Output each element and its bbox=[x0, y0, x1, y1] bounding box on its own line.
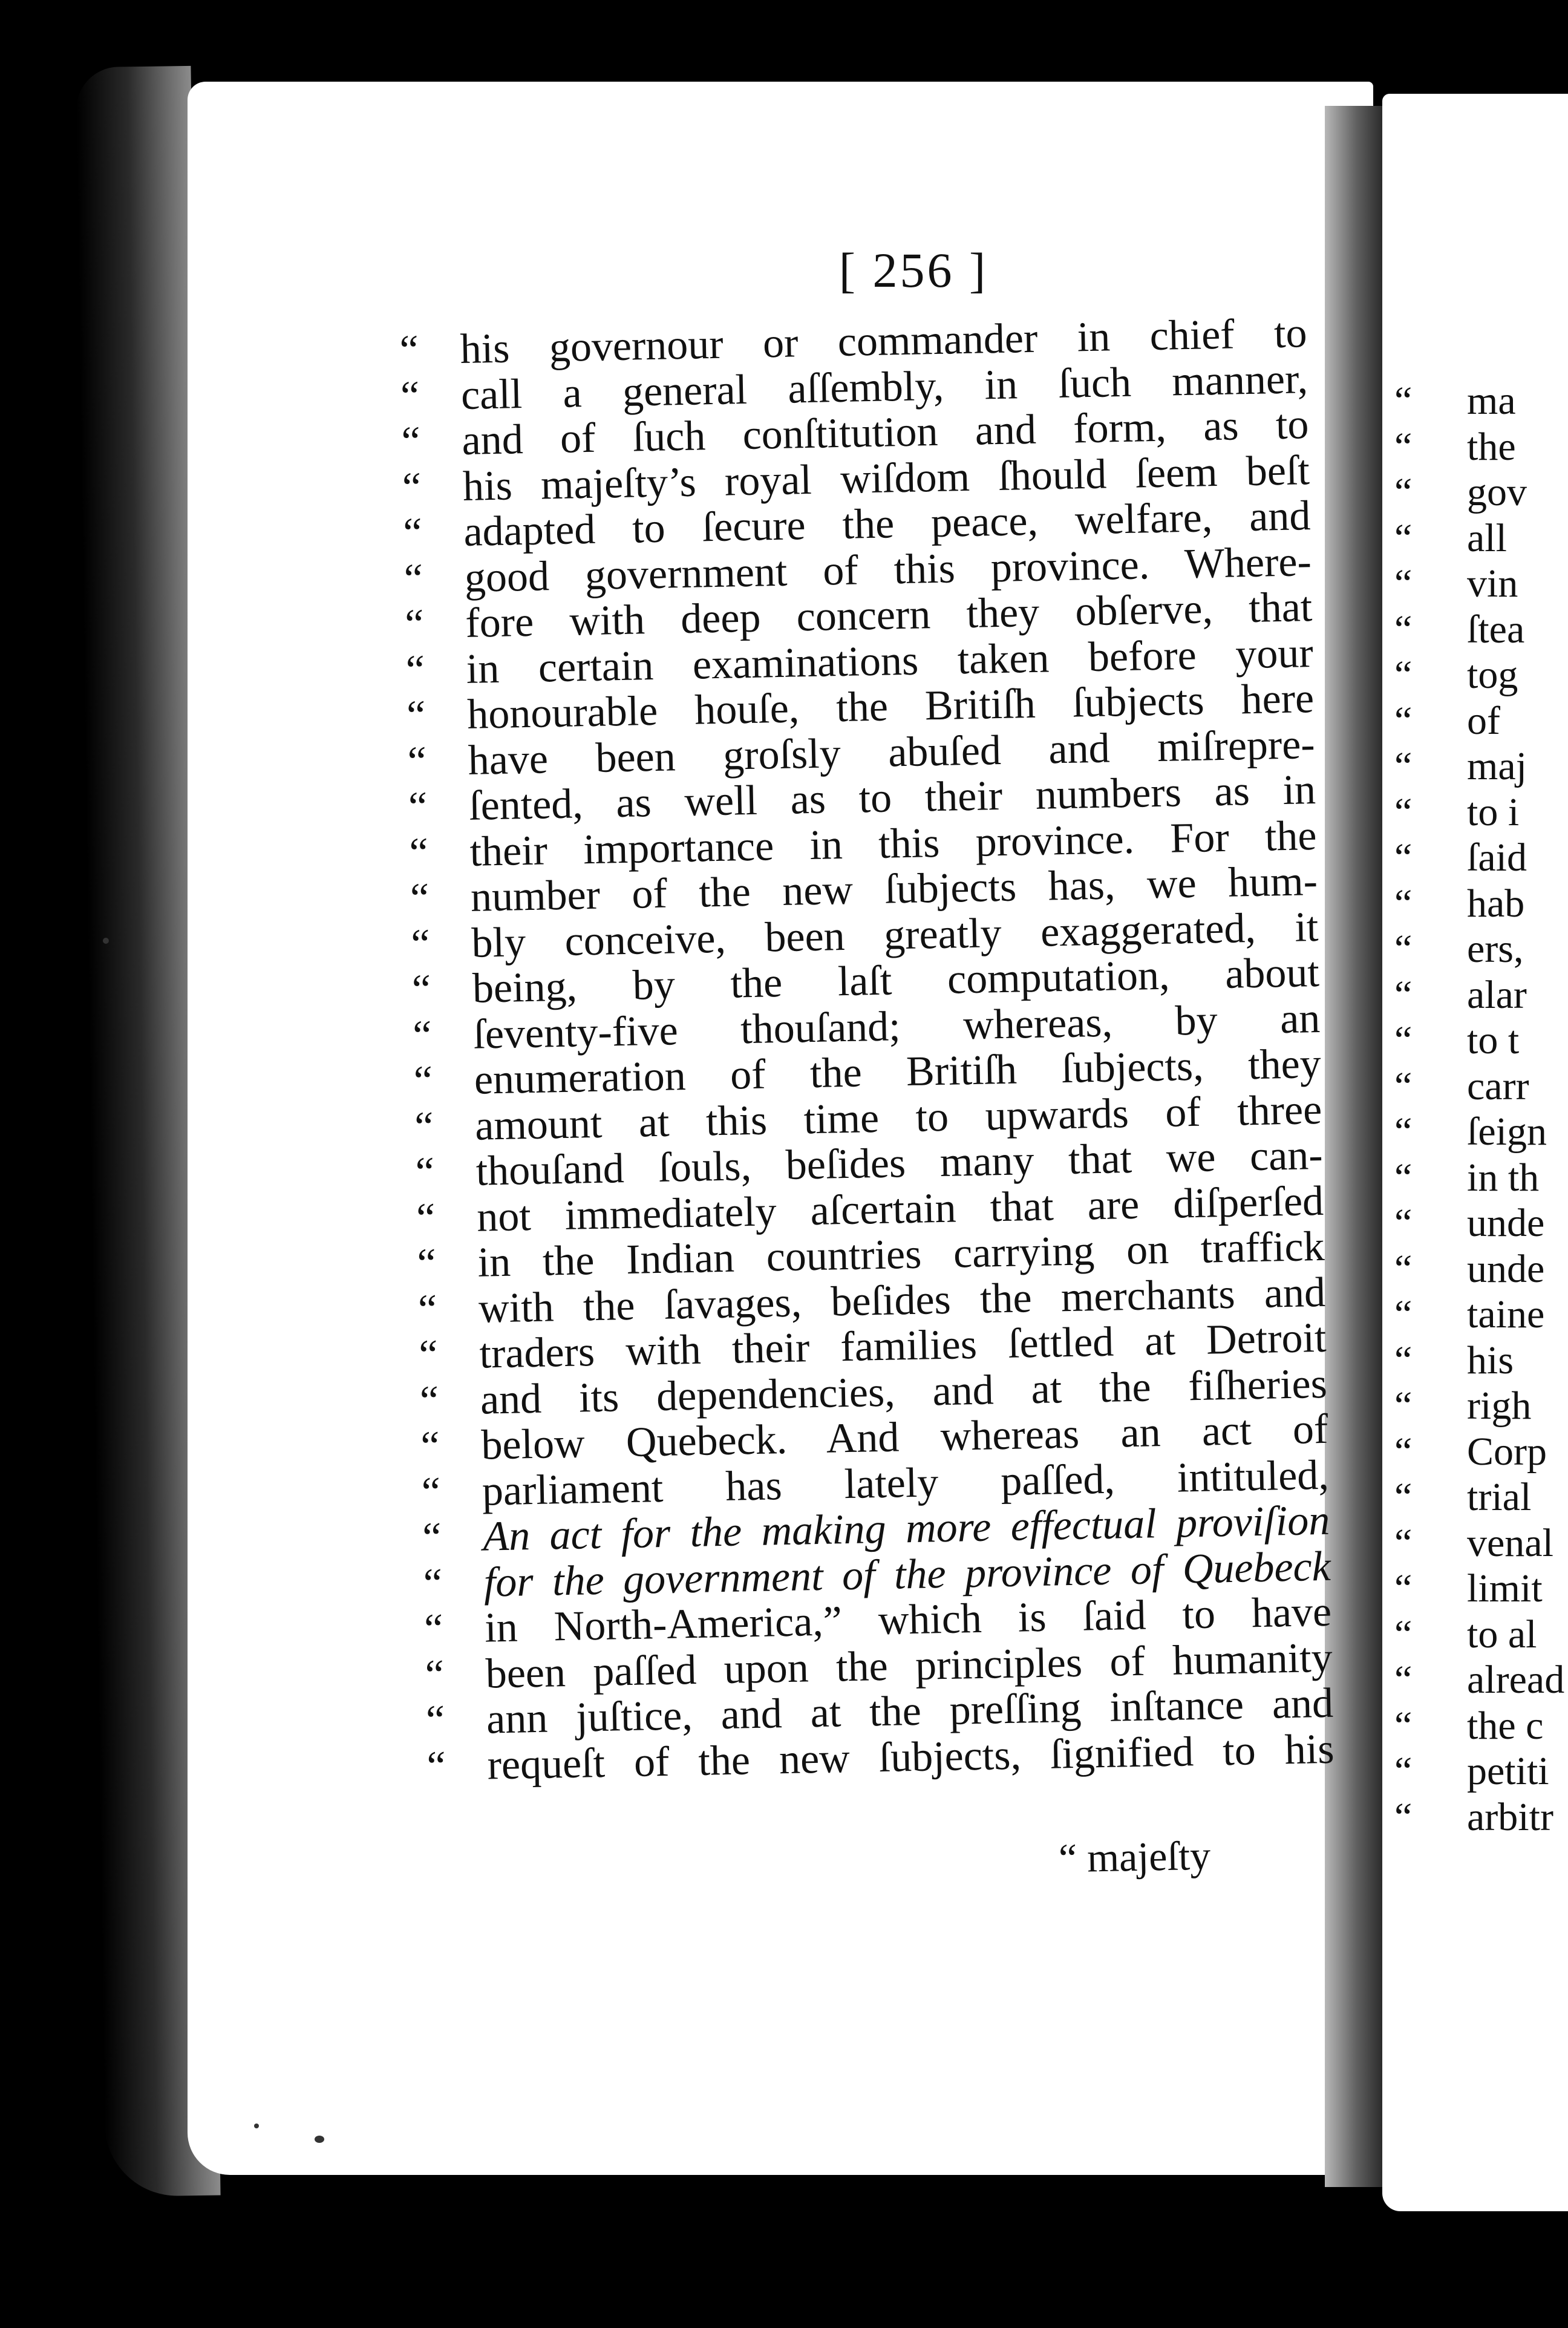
facing-text-fragment: unde bbox=[1467, 1246, 1545, 1291]
facing-text-fragment: to t bbox=[1467, 1018, 1520, 1062]
facing-text-fragment: limit bbox=[1467, 1566, 1543, 1610]
facing-text-fragment: ers, bbox=[1467, 927, 1524, 971]
quote-mark: “ bbox=[1394, 1292, 1413, 1336]
facing-text-fragment: ſeign bbox=[1467, 1110, 1547, 1154]
facing-text-line bbox=[1394, 1292, 1568, 1338]
facing-text-fragment: his bbox=[1467, 1338, 1514, 1382]
facing-text-line bbox=[1394, 652, 1568, 698]
text-line-content: parliament has lately paſſed, intituled, bbox=[482, 1451, 1330, 1515]
text-line-content: good government of this province. Where- bbox=[464, 538, 1312, 601]
facing-text-line bbox=[1394, 881, 1568, 927]
quote-mark: “ bbox=[411, 966, 431, 1013]
quote-mark: “ bbox=[1394, 1064, 1413, 1108]
facing-text-line bbox=[1394, 1383, 1568, 1429]
text-line-content: and of ſuch conſtitution and form, as to bbox=[461, 401, 1310, 464]
facing-text-line bbox=[1394, 1064, 1568, 1110]
ink-speck bbox=[315, 2136, 324, 2143]
quote-mark: “ bbox=[416, 1240, 437, 1287]
ink-speck bbox=[254, 2124, 259, 2128]
quote-mark: “ bbox=[422, 1514, 442, 1561]
main-text-column bbox=[399, 310, 1335, 1790]
facing-text-fragment: ma bbox=[1467, 379, 1516, 423]
facing-text-line bbox=[1394, 1520, 1568, 1566]
quote-mark: “ bbox=[400, 418, 421, 465]
facing-text-line bbox=[1394, 515, 1568, 561]
facing-text-fragment: maj bbox=[1467, 744, 1527, 788]
facing-text-line bbox=[1394, 607, 1568, 653]
facing-text-fragment: the c bbox=[1467, 1703, 1544, 1748]
facing-text-fragment: righ bbox=[1467, 1384, 1532, 1428]
facing-text-line bbox=[1394, 1246, 1568, 1292]
text-line-content: below Quebeck. And whereas an act of bbox=[480, 1405, 1328, 1469]
facing-text-line bbox=[1394, 1200, 1568, 1246]
quote-mark: “ bbox=[410, 920, 431, 968]
text-line-content: in the Indian countries carrying on traffick bbox=[477, 1223, 1325, 1286]
quote-mark: “ bbox=[1394, 1246, 1413, 1291]
ink-speck bbox=[103, 938, 109, 944]
facing-text-fragment: the bbox=[1467, 424, 1516, 469]
text-line-content: have been groſsly abuſed and miſrepre- bbox=[468, 721, 1316, 784]
facing-text-fragment: taine bbox=[1467, 1292, 1545, 1336]
quote-mark: “ bbox=[419, 1377, 439, 1425]
quote-mark: “ bbox=[1394, 1201, 1413, 1245]
facing-text-line bbox=[1394, 1748, 1568, 1794]
quote-mark: “ bbox=[410, 875, 430, 922]
facing-text-line bbox=[1394, 835, 1568, 881]
text-line-content: An act for the making more effectual proviſion bbox=[482, 1497, 1330, 1560]
quote-mark: “ bbox=[413, 1058, 433, 1105]
facing-text-fragment: petiti bbox=[1467, 1749, 1549, 1793]
quote-mark: “ bbox=[1394, 1794, 1413, 1839]
facing-text-fragment: in th bbox=[1467, 1155, 1540, 1200]
quote-mark: “ bbox=[1394, 470, 1413, 514]
text-line-content: for the government of the province of Quebeck bbox=[483, 1543, 1331, 1606]
facing-text-fragment: arbitr bbox=[1467, 1794, 1553, 1839]
facing-text-line bbox=[1394, 1018, 1568, 1064]
quote-mark: “ bbox=[408, 829, 429, 877]
quote-mark: “ bbox=[1394, 1566, 1413, 1610]
text-line-content: thouſand ſouls, beſides many that we can- bbox=[475, 1131, 1324, 1195]
facing-text-line bbox=[1394, 378, 1568, 424]
quote-mark: “ bbox=[1394, 653, 1413, 697]
quote-mark: “ bbox=[1394, 379, 1413, 423]
quote-mark: “ bbox=[1394, 927, 1413, 971]
facing-text-fragment: hab bbox=[1467, 881, 1525, 926]
facing-text-line bbox=[1394, 561, 1568, 607]
quote-mark: “ bbox=[1394, 1703, 1413, 1748]
facing-text-line bbox=[1394, 424, 1568, 470]
quote-mark: “ bbox=[403, 555, 423, 603]
quote-mark: “ bbox=[1394, 835, 1413, 880]
quote-mark: “ bbox=[1394, 698, 1413, 743]
quote-mark: “ bbox=[1394, 607, 1413, 652]
facing-text-fragment: venal bbox=[1467, 1520, 1553, 1565]
quote-mark: “ bbox=[405, 646, 425, 694]
text-line-content: their importance in this province. For the bbox=[469, 812, 1318, 875]
facing-text-line bbox=[1394, 1109, 1568, 1155]
facing-text-fragment: to i bbox=[1467, 790, 1520, 834]
facing-text-line bbox=[1394, 1429, 1568, 1475]
text-line-content: being, by the laſt computation, about bbox=[472, 949, 1320, 1012]
quote-mark: “ bbox=[1394, 1749, 1413, 1793]
quote-mark: “ bbox=[402, 509, 423, 557]
text-line-content: fore with deep concern they obſerve, that bbox=[465, 584, 1313, 647]
quote-mark: “ bbox=[1394, 972, 1413, 1017]
text-line-content: in certain examinations taken before your bbox=[466, 629, 1314, 693]
text-line-content: ſented, as well as to their numbers as in bbox=[468, 766, 1316, 829]
quote-mark: “ bbox=[412, 1012, 433, 1059]
facing-text-line bbox=[1394, 1338, 1568, 1384]
text-line-content: his governour or commander in chief to bbox=[459, 310, 1308, 373]
facing-text-line bbox=[1394, 1703, 1568, 1749]
facing-text-fragment: to al bbox=[1467, 1612, 1537, 1656]
text-line-content: with the ſavages, beſides the merchants and bbox=[478, 1269, 1326, 1332]
facing-text-fragment: alread bbox=[1467, 1658, 1565, 1702]
right-page-partial bbox=[1382, 94, 1568, 2211]
facing-text-fragment: carr bbox=[1467, 1064, 1529, 1108]
quote-mark: “ bbox=[399, 327, 419, 374]
quote-mark: “ bbox=[418, 1332, 439, 1379]
quote-mark: “ bbox=[1394, 1018, 1413, 1062]
facing-text-line bbox=[1394, 1474, 1568, 1520]
facing-text-fragment: ſtea bbox=[1467, 607, 1525, 652]
quote-mark: “ bbox=[1394, 881, 1413, 926]
quote-mark: “ bbox=[1394, 790, 1413, 834]
quote-mark: “ bbox=[426, 1742, 446, 1790]
quote-mark: “ bbox=[423, 1560, 443, 1607]
quote-mark: “ bbox=[1394, 744, 1413, 788]
quote-mark: “ bbox=[1394, 1612, 1413, 1656]
quote-mark: “ bbox=[1394, 515, 1413, 560]
text-line-content: in North-America,” which is ſaid to have bbox=[484, 1588, 1332, 1652]
facing-text-fragment: tog bbox=[1467, 653, 1518, 697]
quote-mark: “ bbox=[400, 372, 420, 420]
quote-mark: “ bbox=[1394, 1429, 1413, 1474]
catchword: “ majeſty bbox=[1058, 1832, 1211, 1882]
quote-mark: “ bbox=[1394, 1338, 1413, 1382]
quote-mark: “ bbox=[406, 692, 426, 739]
quote-mark: “ bbox=[1394, 1384, 1413, 1428]
quote-mark: “ bbox=[404, 601, 425, 648]
quote-mark: “ bbox=[425, 1696, 446, 1744]
quote-mark: “ bbox=[415, 1149, 435, 1196]
text-line-content: adapted to ſecure the peace, welfare, and bbox=[463, 492, 1311, 555]
text-line-content: number of the new ſubjects has, we hum- bbox=[470, 857, 1318, 921]
text-line-content: call a general aſſembly, in ſuch manner, bbox=[460, 355, 1308, 419]
quote-mark: “ bbox=[417, 1286, 437, 1333]
quote-mark: “ bbox=[408, 783, 428, 831]
text-line-content: and its dependencies, and at the fiſheries bbox=[480, 1360, 1328, 1424]
text-line-content: bly conceive, been greatly exaggerated, it bbox=[471, 903, 1319, 967]
quote-mark: “ bbox=[1394, 1520, 1413, 1565]
quote-mark: “ bbox=[1394, 1155, 1413, 1200]
text-line-content: been paſſed upon the principles of humanity bbox=[485, 1634, 1333, 1698]
text-line-content: ann juſtice, and at the preſſing inſtance and bbox=[486, 1679, 1334, 1743]
facing-text-line bbox=[1394, 1657, 1568, 1703]
quote-mark: “ bbox=[421, 1468, 441, 1516]
quote-mark: “ bbox=[1394, 1658, 1413, 1702]
quote-mark: “ bbox=[416, 1194, 436, 1242]
text-line-content: amount at this time to upwards of three bbox=[474, 1086, 1322, 1149]
text-line-content: traders with their families ſettled at Detroit bbox=[479, 1314, 1327, 1378]
text-line-content: his majeſty’s royal wiſdom ſhould ſeem beſt bbox=[462, 446, 1310, 510]
text-line-content: honourable houſe, the Britiſh ſubjects here bbox=[466, 675, 1315, 738]
facing-text-fragment: ſaid bbox=[1467, 835, 1527, 880]
text-line-content: enumeration of the Britiſh ſubjects, they bbox=[474, 1040, 1322, 1104]
facing-text-line bbox=[1394, 926, 1568, 972]
page-number-header: [ 256 ] bbox=[838, 243, 988, 298]
facing-text-fragment: all bbox=[1467, 515, 1507, 560]
quote-mark: “ bbox=[1394, 424, 1413, 469]
facing-text-line bbox=[1394, 744, 1568, 790]
quote-mark: “ bbox=[420, 1422, 440, 1470]
quote-mark: “ bbox=[414, 1103, 434, 1151]
facing-text-fragment: vin bbox=[1467, 561, 1518, 606]
facing-text-line bbox=[1394, 790, 1568, 835]
facing-text-fragment: of bbox=[1467, 698, 1500, 743]
quote-mark: “ bbox=[402, 463, 422, 511]
quote-mark: “ bbox=[407, 737, 427, 785]
facing-text-line bbox=[1394, 1612, 1568, 1658]
text-line-content: ſeventy-five thouſand; whereas, by an bbox=[472, 995, 1321, 1058]
quote-mark: “ bbox=[425, 1651, 445, 1699]
text-line-content: requeſt of the new ſubjects, ſignified to his bbox=[486, 1725, 1335, 1789]
right-page-text bbox=[1394, 378, 1568, 1840]
quote-mark: “ bbox=[1394, 561, 1413, 606]
facing-text-line bbox=[1394, 972, 1568, 1018]
facing-text-fragment: unde bbox=[1467, 1201, 1545, 1245]
facing-text-line bbox=[1394, 698, 1568, 744]
quote-mark: “ bbox=[423, 1605, 444, 1653]
quote-mark: “ bbox=[1394, 1110, 1413, 1154]
facing-text-line bbox=[1394, 1794, 1568, 1840]
quote-mark: “ bbox=[1394, 1475, 1413, 1519]
facing-text-line bbox=[1394, 469, 1568, 515]
facing-text-fragment: gov bbox=[1467, 470, 1527, 514]
facing-text-fragment: Corp bbox=[1467, 1429, 1547, 1474]
facing-text-fragment: trial bbox=[1467, 1475, 1532, 1519]
facing-text-line bbox=[1394, 1566, 1568, 1612]
facing-text-line bbox=[1394, 1155, 1568, 1201]
text-line-content: not immediately aſcertain that are diſperſed bbox=[476, 1177, 1324, 1241]
facing-text-fragment: alar bbox=[1467, 972, 1527, 1017]
